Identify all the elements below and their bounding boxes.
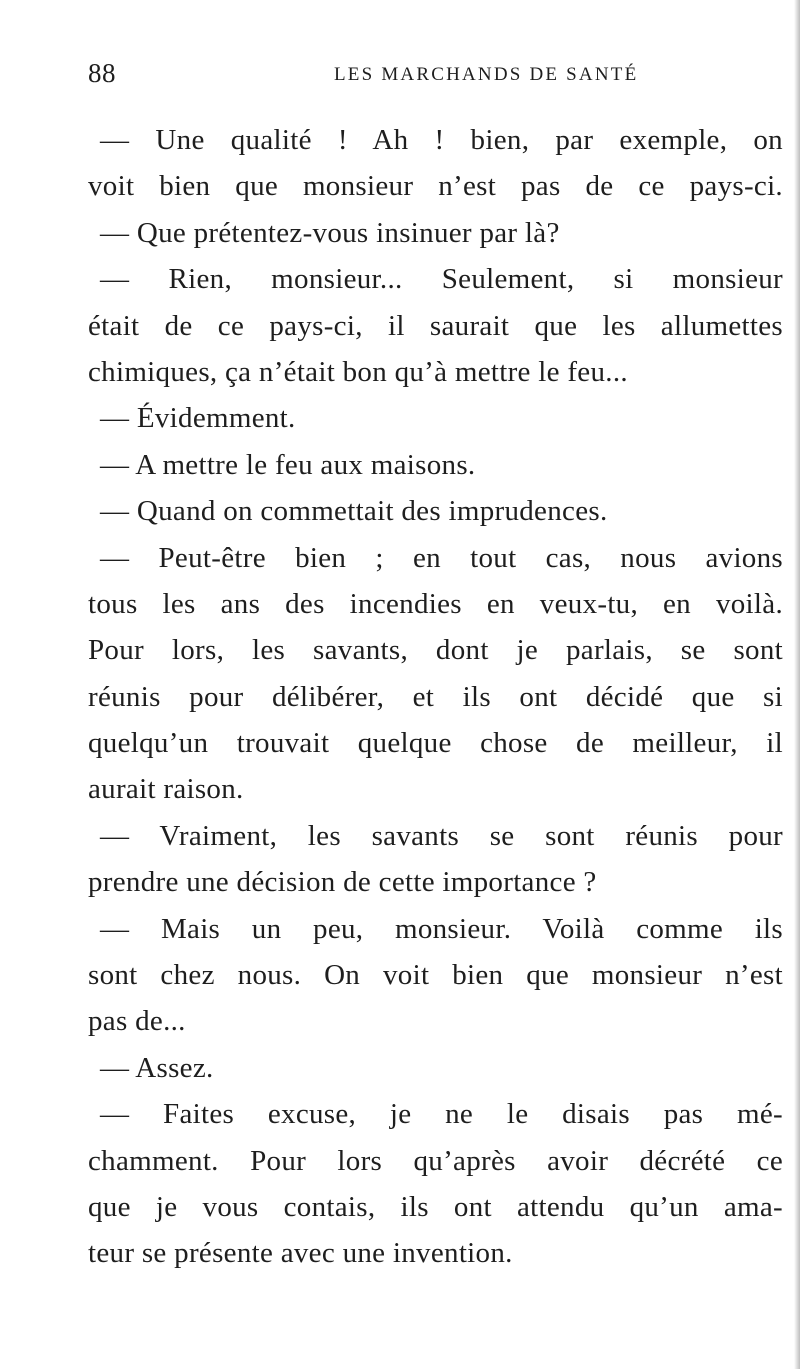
text-line: teur se présente avec une invention. <box>88 1237 513 1270</box>
text-line: — Rien, monsieur... Seulement, si monsieur <box>100 263 783 296</box>
page-number: 88 <box>88 58 116 88</box>
text-line: prendre une décision de cette importance ? <box>88 866 597 899</box>
page-edge-shadow <box>794 0 800 1369</box>
text-line: voit bien que monsieur n’est pas de ce pays-ci. <box>88 170 783 203</box>
text-line: réunis pour délibérer, et ils ont décidé que si <box>88 680 783 713</box>
text-line: sont chez nous. On voit bien que monsieur n’est <box>88 959 783 992</box>
text-line: que je vous contais, ils ont attendu qu’un ama- <box>88 1190 783 1223</box>
text-line: — Que prétentez-vous insinuer par là? <box>100 216 560 249</box>
text-line: — Faites excuse, je ne le disais pas mé- <box>100 1098 783 1131</box>
body-text <box>88 117 783 1277</box>
text-line: chamment. Pour lors qu’après avoir décrété ce <box>88 1144 783 1177</box>
text-line: — Assez. <box>100 1051 214 1084</box>
text-line: — Quand on commettait des imprudences. <box>100 495 608 528</box>
text-line: — Peut-être bien ; en tout cas, nous avions <box>100 541 783 574</box>
running-title: LES MARCHANDS DE SANTÉ <box>334 64 639 85</box>
text-line: Pour lors, les savants, dont je parlais, se sont <box>88 634 783 667</box>
text-line: — Vraiment, les savants se sont réunis pour <box>100 819 783 852</box>
text-line: — Mais un peu, monsieur. Voilà comme ils <box>100 912 783 945</box>
text-line: — Évidemment. <box>100 402 296 435</box>
page-header <box>88 58 783 98</box>
text-line: quelqu’un trouvait quelque chose de meilleur, il <box>88 727 783 760</box>
text-line: — Une qualité ! Ah ! bien, par exemple, on <box>100 124 783 156</box>
text-line: pas de... <box>88 1005 186 1038</box>
text-line: était de ce pays-ci, il saurait que les allumettes <box>88 309 783 342</box>
text-line: chimiques, ça n’était bon qu’à mettre le feu... <box>88 355 628 388</box>
text-line: tous les ans des incendies en veux-tu, en voilà. <box>88 587 783 620</box>
text-line: — A mettre le feu aux maisons. <box>100 448 476 481</box>
text-line: aurait raison. <box>88 773 244 806</box>
